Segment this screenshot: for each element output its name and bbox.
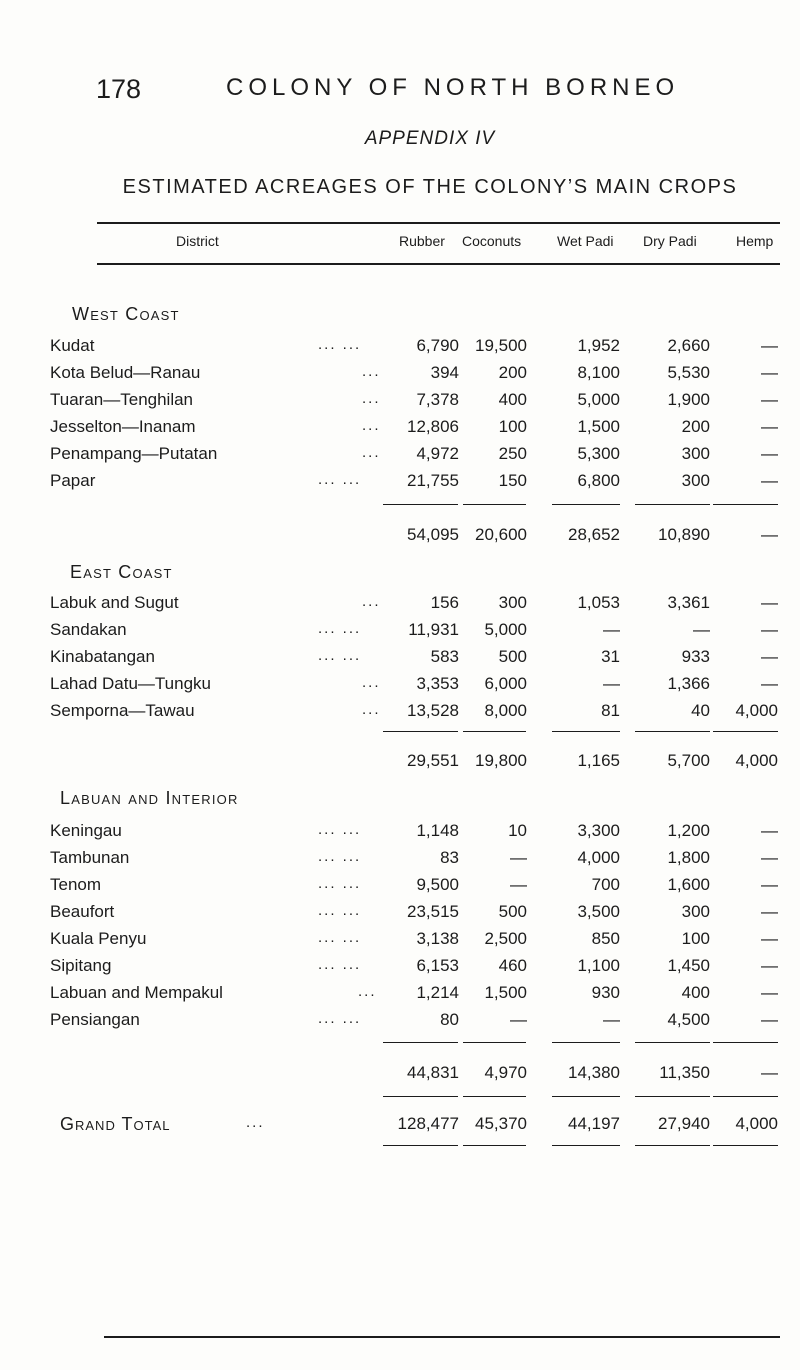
hemp-value: — xyxy=(761,902,778,921)
leader-dots: ... ... xyxy=(318,471,362,488)
rubber-value: 9,500 xyxy=(416,875,459,894)
leader-dots: ... xyxy=(358,983,377,1000)
hemp-value: — xyxy=(761,848,778,867)
subtotal-rule xyxy=(383,731,458,732)
rubber-value: 3,353 xyxy=(416,674,459,693)
top-rule xyxy=(97,222,780,224)
table-row xyxy=(0,848,800,874)
coconuts-subtotal: 4,970 xyxy=(484,1063,527,1082)
section-title-labuan-interior: Labuan and Interior xyxy=(60,788,239,808)
subtotal-rule xyxy=(635,504,710,505)
dry-padi-value: 100 xyxy=(681,929,710,948)
header-rule xyxy=(97,263,780,265)
col-header-rubber: Rubber xyxy=(399,233,445,249)
coconuts-value: 150 xyxy=(498,471,527,490)
hemp-value: — xyxy=(761,471,778,490)
wet-padi-value: — xyxy=(603,1010,620,1029)
subtotal-rule xyxy=(552,1042,620,1043)
total-double-rule xyxy=(463,1145,526,1146)
leader-dots: ... xyxy=(362,390,381,407)
subtotal-rule xyxy=(635,1042,710,1043)
leader-dots: ... xyxy=(362,444,381,461)
rubber-value: 11,931 xyxy=(408,620,459,639)
dry-padi-value: 933 xyxy=(681,647,710,666)
wet-padi-subtotal: 28,652 xyxy=(568,525,620,544)
leader-dots: ... xyxy=(362,363,381,380)
dry-padi-value: 1,800 xyxy=(667,848,710,867)
leader-dots: ... xyxy=(362,417,381,434)
coconuts-value: — xyxy=(510,848,527,867)
wet-padi-value: 850 xyxy=(591,929,620,948)
district-name: Kinabatangan xyxy=(50,647,155,666)
wet-padi-value: 5,000 xyxy=(577,390,620,409)
coconuts-value: 500 xyxy=(498,647,527,666)
rubber-value: 80 xyxy=(440,1010,459,1029)
district-name: Jesselton—Inanam xyxy=(50,417,196,436)
leader-dots: ... xyxy=(246,1114,265,1131)
rubber-subtotal: 54,095 xyxy=(407,525,459,544)
hemp-value: — xyxy=(761,674,778,693)
hemp-subtotal: — xyxy=(761,1063,778,1082)
wet-padi-value: 1,952 xyxy=(577,336,620,355)
rubber-value: 1,148 xyxy=(416,821,459,840)
coconuts-value: — xyxy=(510,875,527,894)
wet-padi-value: 8,100 xyxy=(577,363,620,382)
dry-padi-value: — xyxy=(693,620,710,639)
table-row xyxy=(0,983,800,1009)
coconuts-value: 300 xyxy=(498,593,527,612)
rubber-value: 4,972 xyxy=(416,444,459,463)
district-name: Kuala Penyu xyxy=(50,929,147,948)
rubber-value: 12,806 xyxy=(407,417,459,436)
coconuts-subtotal: 20,600 xyxy=(475,525,527,544)
leader-dots: ... ... xyxy=(318,902,362,919)
wet-padi-value: 930 xyxy=(591,983,620,1002)
coconuts-value: 6,000 xyxy=(484,674,527,693)
table-row xyxy=(0,902,800,928)
wet-padi-value: 6,800 xyxy=(577,471,620,490)
coconuts-value: 1,500 xyxy=(484,983,527,1002)
coconuts-value: 400 xyxy=(498,390,527,409)
rubber-value: 6,153 xyxy=(416,956,459,975)
subtotal-rule xyxy=(463,1096,526,1097)
district-name: Tambunan xyxy=(50,848,130,867)
hemp-value: — xyxy=(761,417,778,436)
table-row xyxy=(0,336,800,362)
wet-padi-grand-total: 44,197 xyxy=(568,1114,620,1133)
table-row xyxy=(0,593,800,619)
wet-padi-value: 1,053 xyxy=(577,593,620,612)
wet-padi-value: 3,300 xyxy=(577,821,620,840)
hemp-value: — xyxy=(761,875,778,894)
rubber-value: 3,138 xyxy=(416,929,459,948)
total-double-rule xyxy=(635,1145,710,1146)
dry-padi-subtotal: 11,350 xyxy=(659,1063,710,1082)
subtotal-rule xyxy=(635,1096,710,1097)
rubber-value: 7,378 xyxy=(416,390,459,409)
coconuts-value: 8,000 xyxy=(484,701,527,720)
dry-padi-value: 4,500 xyxy=(667,1010,710,1029)
leader-dots: ... ... xyxy=(318,848,362,865)
rubber-subtotal: 29,551 xyxy=(407,751,459,770)
district-name: Sipitang xyxy=(50,956,112,975)
hemp-value: — xyxy=(761,363,778,382)
subtotal-rule xyxy=(383,504,458,505)
table-row xyxy=(0,620,800,646)
dry-padi-value: 5,530 xyxy=(667,363,710,382)
wet-padi-value: 4,000 xyxy=(577,848,620,867)
subtotal-rule xyxy=(463,1042,526,1043)
table-row xyxy=(0,417,800,443)
table-row xyxy=(0,875,800,901)
dry-padi-value: 1,900 xyxy=(667,390,710,409)
subtotal-rule xyxy=(552,731,620,732)
coconuts-value: 2,500 xyxy=(484,929,527,948)
leader-dots: ... xyxy=(362,701,381,718)
subtotal-rule xyxy=(713,1096,778,1097)
dry-padi-value: 300 xyxy=(681,902,710,921)
dry-padi-value: 1,200 xyxy=(667,821,710,840)
table-row xyxy=(0,956,800,982)
hemp-value: — xyxy=(761,821,778,840)
table-row xyxy=(0,674,800,700)
district-name: Tuaran—Tenghilan xyxy=(50,390,194,409)
wet-padi-value: 700 xyxy=(591,875,620,894)
subtotal-row xyxy=(0,751,800,777)
dry-padi-subtotal: 5,700 xyxy=(667,751,710,770)
leader-dots: ... ... xyxy=(318,821,362,838)
district-name: Papar xyxy=(50,471,96,490)
bottom-rule xyxy=(104,1336,780,1338)
coconuts-grand-total: 45,370 xyxy=(475,1114,527,1133)
table-row xyxy=(0,390,800,416)
subtotal-rule xyxy=(552,504,620,505)
rubber-value: 83 xyxy=(440,848,459,867)
rubber-value: 394 xyxy=(430,363,459,382)
district-name: Tenom xyxy=(50,875,102,894)
dry-padi-value: 2,660 xyxy=(667,336,710,355)
coconuts-value: 19,500 xyxy=(475,336,527,355)
wet-padi-value: — xyxy=(603,674,620,693)
hemp-value: — xyxy=(761,956,778,975)
grand-total-label: Grand Total xyxy=(60,1114,171,1134)
total-double-rule xyxy=(713,1145,778,1146)
grand-total-row xyxy=(0,1114,800,1140)
table-row xyxy=(0,929,800,955)
district-name: Labuan and Mempakul xyxy=(50,983,223,1002)
hemp-grand-total: 4,000 xyxy=(735,1114,778,1133)
subtotal-row xyxy=(0,1063,800,1089)
subtotal-rule xyxy=(383,1096,458,1097)
wet-padi-subtotal: 1,165 xyxy=(577,751,620,770)
wet-padi-value: 1,100 xyxy=(577,956,620,975)
coconuts-value: 500 xyxy=(498,902,527,921)
subtotal-rule xyxy=(713,1042,778,1043)
dry-padi-value: 300 xyxy=(681,471,710,490)
wet-padi-value: 3,500 xyxy=(577,902,620,921)
hemp-value: — xyxy=(761,983,778,1002)
rubber-value: 13,528 xyxy=(407,701,459,720)
page-header xyxy=(96,74,736,114)
table-row xyxy=(0,701,800,727)
coconuts-value: 10 xyxy=(508,821,527,840)
subtotal-rule xyxy=(552,1096,620,1097)
total-double-rule xyxy=(552,1145,620,1146)
wet-padi-value: 1,500 xyxy=(577,417,620,436)
leader-dots: ... ... xyxy=(318,929,362,946)
leader-dots: ... ... xyxy=(318,620,362,637)
leader-dots: ... ... xyxy=(318,1010,362,1027)
leader-dots: ... xyxy=(362,593,381,610)
page-number: 178 xyxy=(96,74,142,104)
section-title-east-coast: East Coast xyxy=(70,562,173,582)
wet-padi-value: 31 xyxy=(601,647,620,666)
dry-padi-value: 3,361 xyxy=(667,593,710,612)
subtotal-row xyxy=(0,525,800,551)
hemp-value: — xyxy=(761,647,778,666)
subtotal-rule xyxy=(463,504,526,505)
appendix-label: APPENDIX IV xyxy=(364,128,496,149)
dry-padi-grand-total: 27,940 xyxy=(658,1114,710,1133)
subtotal-rule xyxy=(383,1042,458,1043)
subtotal-rule xyxy=(463,731,526,732)
col-header-dry-padi: Dry Padi xyxy=(643,233,697,249)
rubber-value: 156 xyxy=(430,593,459,612)
table-title: ESTIMATED ACREAGES OF THE COLONY’S MAIN CROPS xyxy=(122,176,738,198)
district-name: Lahad Datu—Tungku xyxy=(50,674,211,693)
district-name: Kota Belud—Ranau xyxy=(50,363,201,382)
col-header-hemp: Hemp xyxy=(736,233,774,249)
col-header-district: District xyxy=(176,233,219,249)
coconuts-value: 200 xyxy=(498,363,527,382)
leader-dots: ... ... xyxy=(318,956,362,973)
dry-padi-value: 400 xyxy=(681,983,710,1002)
rubber-grand-total: 128,477 xyxy=(397,1114,459,1133)
dry-padi-value: 300 xyxy=(681,444,710,463)
district-name: Penampang—Putatan xyxy=(50,444,218,463)
hemp-value: — xyxy=(761,390,778,409)
dry-padi-value: 200 xyxy=(681,417,710,436)
hemp-value: — xyxy=(761,620,778,639)
table-row xyxy=(0,1010,800,1036)
dry-padi-subtotal: 10,890 xyxy=(658,525,710,544)
rubber-value: 583 xyxy=(430,647,459,666)
coconuts-value: 5,000 xyxy=(484,620,527,639)
district-name: Sandakan xyxy=(50,620,127,639)
hemp-subtotal: — xyxy=(761,525,778,544)
district-name: Pensiangan xyxy=(50,1010,140,1029)
rubber-value: 6,790 xyxy=(416,336,459,355)
hemp-value: — xyxy=(761,336,778,355)
col-header-wet-padi: Wet Padi xyxy=(557,233,614,249)
wet-padi-value: 81 xyxy=(601,701,620,720)
leader-dots: ... ... xyxy=(318,647,362,664)
coconuts-value: 100 xyxy=(498,417,527,436)
subtotal-rule xyxy=(713,504,778,505)
coconuts-subtotal: 19,800 xyxy=(475,751,527,770)
wet-padi-value: — xyxy=(603,620,620,639)
rubber-value: 23,515 xyxy=(407,902,459,921)
coconuts-value: — xyxy=(510,1010,527,1029)
dry-padi-value: 1,450 xyxy=(667,956,710,975)
wet-padi-subtotal: 14,380 xyxy=(568,1063,620,1082)
hemp-value: — xyxy=(761,593,778,612)
rubber-value: 1,214 xyxy=(416,983,459,1002)
subtotal-rule xyxy=(713,731,778,732)
coconuts-value: 250 xyxy=(498,444,527,463)
rubber-value: 21,755 xyxy=(407,471,459,490)
district-name: Kudat xyxy=(50,336,95,355)
col-header-coconuts: Coconuts xyxy=(462,233,522,249)
leader-dots: ... ... xyxy=(318,336,362,353)
district-name: Beaufort xyxy=(50,902,115,921)
hemp-value: — xyxy=(761,444,778,463)
table-row xyxy=(0,647,800,673)
table-row xyxy=(0,821,800,847)
table-row xyxy=(0,363,800,389)
subtotal-rule xyxy=(635,731,710,732)
dry-padi-value: 1,366 xyxy=(667,674,710,693)
table-row xyxy=(0,444,800,470)
rubber-subtotal: 44,831 xyxy=(407,1063,459,1082)
dry-padi-value: 1,600 xyxy=(667,875,710,894)
hemp-value: 4,000 xyxy=(735,701,778,720)
hemp-value: — xyxy=(761,1010,778,1029)
wet-padi-value: 5,300 xyxy=(577,444,620,463)
leader-dots: ... xyxy=(362,674,381,691)
district-name: Keningau xyxy=(50,821,122,840)
total-double-rule xyxy=(383,1145,458,1146)
dry-padi-value: 40 xyxy=(691,701,710,720)
leader-dots: ... ... xyxy=(318,875,362,892)
section-title-west-coast: West Coast xyxy=(72,304,180,324)
running-title: COLONY OF NORTH BORNEO xyxy=(226,74,680,101)
hemp-subtotal: 4,000 xyxy=(735,751,778,770)
district-name: Semporna—Tawau xyxy=(50,701,195,720)
table-row xyxy=(0,471,800,497)
district-name: Labuk and Sugut xyxy=(50,593,179,612)
coconuts-value: 460 xyxy=(498,956,527,975)
hemp-value: — xyxy=(761,929,778,948)
